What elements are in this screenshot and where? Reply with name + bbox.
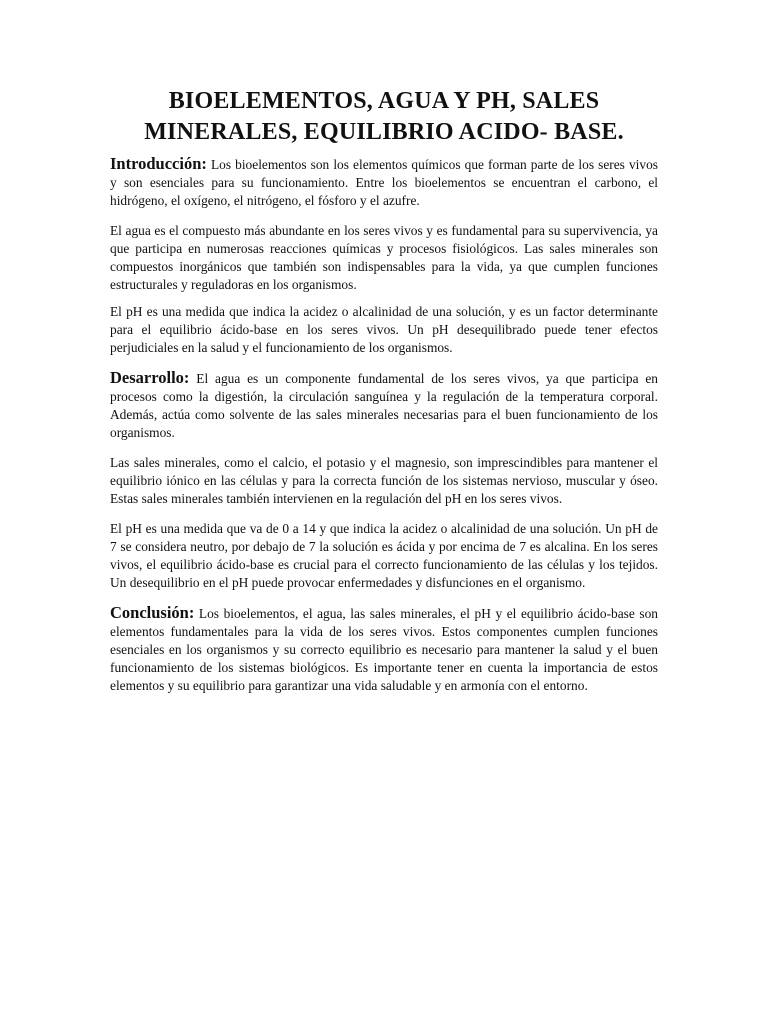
conclusion-text: Los bioelementos, el agua, las sales minerales, el pH y el equilibrio ácido-base son elementos fundamentales para la vida de los seres vivos. Estos componentes cumplen funciones esenciales en los organismos y su correcto equilibrio es necesario para mantener la salud y el buen funcionamiento de los sistemas biológicos. Es importante tener en cuenta la importancia de estos elementos y su equilibrio para garantizar una vida saludable y en armonía con el entorno. <box>110 606 658 693</box>
desarrollo-heading: Desarrollo: <box>110 368 190 387</box>
intro-paragraph <box>110 155 658 210</box>
intro-paragraph-ph: El pH es una medida que indica la acidez o alcalinidad de una solución, y es un factor determinante para el equilibrio ácido-base en los seres vivos. Un pH desequilibrado puede tener efectos perjudiciales en la salud y el funcionamiento de los organismos. <box>110 304 658 355</box>
intro-paragraph-agua: El agua es el compuesto más abundante en los seres vivos y es fundamental para su supervivencia, ya que participa en numerosas reacciones químicas y procesos fisiológicos. Las sales minerales son compuestos inorgánicos que también son indispensables para la vida, ya que cumplen funciones estructurales y reguladoras en los organismos. <box>110 223 658 292</box>
document-title: BIOELEMENTOS, AGUA Y PH, SALES MINERALES, EQUILIBRIO ACIDO- BASE. <box>144 88 624 145</box>
conclusion-heading: Conclusión: <box>110 603 195 622</box>
desarrollo-paragraph-ph: El pH es una medida que va de 0 a 14 y que indica la acidez o alcalinidad de una solución. Un pH de 7 se considera neutro, por debajo de 7 la solución es ácida y por encima de 7 es alcalina. En los seres vivos, el equilibrio ácido-base es crucial para el correcto funcionamiento de las células y los tejidos. Un desequilibrio en el pH puede provocar enfermedades y disfunciones en el organismo. <box>110 521 658 590</box>
desarrollo-paragraph <box>110 369 658 442</box>
document-body <box>110 155 658 704</box>
intro-text: Los bioelementos son los elementos químicos que forman parte de los seres vivos y son esenciales para su funcionamiento. Entre los bioelementos se encuentran el carbono, el hidrógeno, el oxígeno, el nitrógeno, el fósforo y el azufre. <box>110 157 658 208</box>
desarrollo-text: El agua es un componente fundamental de los seres vivos, ya que participa en procesos como la digestión, la circulación sanguínea y la regulación de la temperatura corporal. Además, actúa como solvente de las sales minerales necesarias para el buen funcionamiento de los organismos. <box>110 371 658 440</box>
intro-heading: Introducción: <box>110 154 207 173</box>
desarrollo-paragraph-sales: Las sales minerales, como el calcio, el potasio y el magnesio, son imprescindibles para mantener el equilibrio iónico en las células y para la correcta función de los sistemas nervioso, muscular y óseo. Estas sales minerales también intervienen en la regulación del pH en los seres vivos. <box>110 455 658 506</box>
conclusion-paragraph <box>110 604 658 695</box>
